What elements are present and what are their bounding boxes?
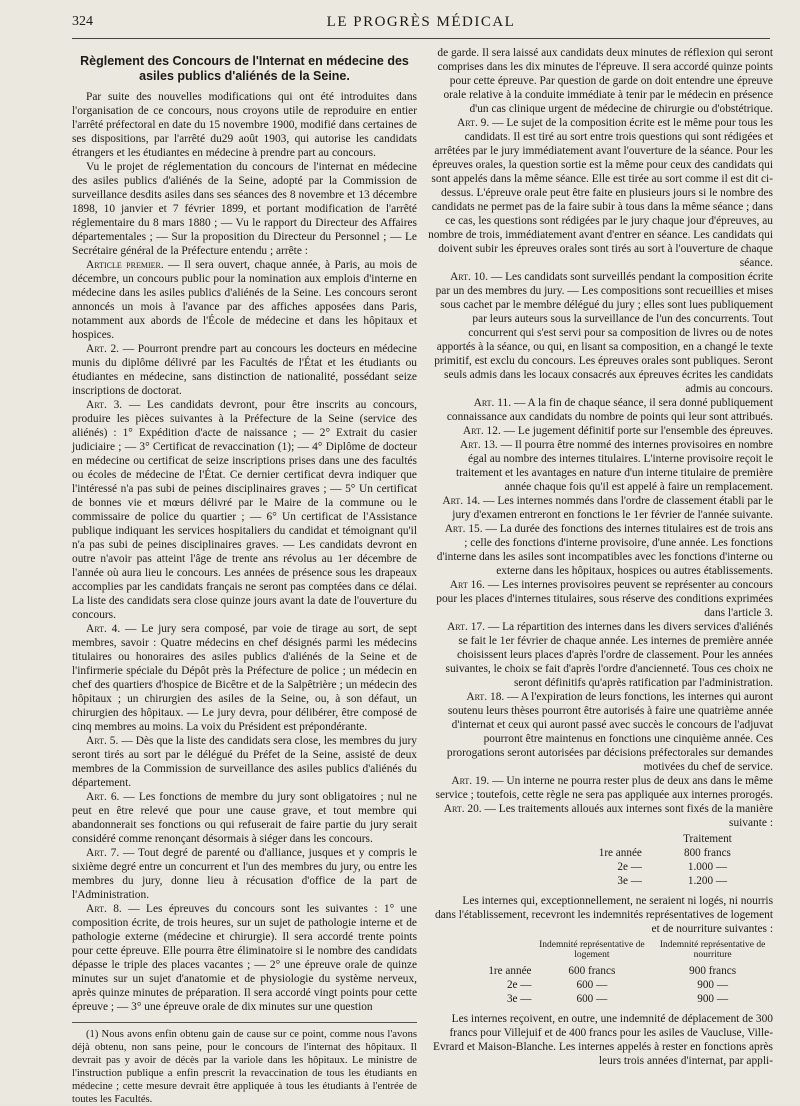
article-text: — Un interne ne pourra rester plus de deux ans dans le même service ; toutefois, cette règle ne sera pas appliquée aux internes prorogés. <box>435 775 773 801</box>
footnote <box>72 1028 417 1106</box>
page-number: 324 <box>72 14 93 29</box>
indemnity-year: 3e — <box>506 993 532 1005</box>
article-label: Art. 10. <box>450 271 488 283</box>
right-column <box>428 46 773 1068</box>
lodging-amount: 600 francs <box>568 965 616 977</box>
lodging-header: Indemnité représentative de logement <box>539 940 645 960</box>
food-amount: 900 francs <box>689 965 737 977</box>
article-text: — Les candidats sont surveillés pendant la composition écrite par un des membres du jury. — Les compositions sont recueillies et mises sous cachet par le membre délégué du jury ; elles sont lues publiquement par leurs auteurs sous la surveillance de l'un des concurrents. Tout concurrent qui s'est servi pour sa composition de livres ou de notes apportés à la séance, ou qui, en lisant sa composition, en a changé le texte primitif, est exclu du concours. Les épreuves orales sont publiques. Seront seuls admis dans les locaux consacrés aux épreuves écrites les candidats admis au concours. <box>434 271 773 395</box>
right-articles <box>428 116 773 830</box>
article-paragraph <box>72 846 417 902</box>
article-label: Art. 8. <box>86 903 122 915</box>
article-label: Art. 17. <box>447 621 485 633</box>
lodging-amount: 600 — <box>576 979 608 991</box>
article-paragraph <box>428 802 773 830</box>
article-paragraph <box>72 734 417 790</box>
article-label: Art. 12. <box>462 425 501 437</box>
salary-year: 3e — <box>617 875 642 887</box>
page-header <box>72 14 770 36</box>
article-label: Art. 20. <box>443 803 482 815</box>
article-text: — Les traitements alloués aux internes sont fixés de la manière suivante : <box>484 803 773 829</box>
salary-amount: 800 francs <box>683 847 731 859</box>
article-paragraph <box>428 774 773 802</box>
running-title: LE PROGRÈS MÉDICAL <box>326 14 516 30</box>
table-row <box>428 964 773 978</box>
salary-amount: 1.200 — <box>687 875 728 887</box>
article-label: Art. 4. <box>86 623 121 635</box>
article-label: Art. 19. <box>451 775 490 787</box>
after-table-text: Les internes qui, exceptionnellement, ne seraient ni logés, ni nourris dans l'établissement, recevront les indemnités représentatives de logement et de nourriture suivantes : <box>435 895 773 935</box>
left-articles <box>72 258 417 1014</box>
article-text: — Dès que la liste des candidats sera close, les membres du jury seront tirés au sort par le délégué du Préfet de la Seine, assisté de deux membres de la Commission de surveillance des asiles publics d'aliénés du département. <box>72 735 417 789</box>
indemnity-table <box>428 940 773 1006</box>
article-paragraph <box>72 398 417 622</box>
table-row <box>428 978 773 992</box>
footnote-text: (1) Nous avons enfin obtenu gain de cause sur ce point, comme nous l'avons déjà obtenu, non sans peine, pour le concours de l'internat des hôpitaux. Il devrait pas y avoir de décès par la variole dans les hôpitaux. Le ministre de l'instruction publique a enfin prescrit la revaccination de tous les étudiants en médecine ; cette mesure devrait être appliquée à tous les étudiants à l'entrée de toutes les Facultés. <box>72 1029 417 1105</box>
food-header: Indemnité représentative de nourriture <box>659 940 766 960</box>
article-paragraph <box>428 578 773 620</box>
article-text: — Pourront prendre part au concours les docteurs en médecine munis du diplôme délivré par les Facultés de l'État et les étudiants ou étudiantes en médecine, sans distinction de nationalité, possédant seize inscriptions de doctorat. <box>72 343 417 397</box>
article-text: — A l'expiration de leurs fonctions, les internes qui auront soutenu leurs thèses pourront être autorisés à faire une quatrième année d'internat et ceux qui auront passé avec succès le concours de l'adjuvat pourront être maintenus en fonctions une cinquième année. Ces prorogations seront autorisées par décisions préfectorales sur demandes motivées du chef de service. <box>446 691 773 773</box>
table-row <box>428 874 773 888</box>
article-label: Art. 11. <box>473 397 512 409</box>
article-paragraph <box>428 494 773 522</box>
closing-text: Les internes reçoivent, en outre, une indemnité de déplacement de 300 francs pour Villejuif et de 400 francs pour les asiles de Vaucluse, Ville-Evrard et Maison-Blanche. Les internes appelés à rester en fonctions après leurs trois années d'internat, par appli- <box>432 1013 773 1067</box>
article-label: Art. 2. <box>86 343 120 355</box>
article-paragraph <box>428 270 773 396</box>
continuation-text: de garde. Il sera laissé aux candidats deux minutes de réflexion qui seront comprises dans les dix minutes de l'épreuve. Il sera accordé quinze points pour cette épreuve. Par question de garde on doit entendre une épreuve orale relative à la conduite immédiate à tenir par le médecin en présence d'un cas clinique urgent de médecine de chirurgie ou d'obstétrique. <box>437 47 773 115</box>
article-label: Art. 3. <box>86 399 123 411</box>
article-paragraph <box>428 438 773 494</box>
table-row <box>428 860 773 874</box>
article-label: Art. 15. <box>444 523 483 535</box>
header-rule <box>72 38 770 39</box>
article-label: Art. 6. <box>86 791 120 803</box>
article-paragraph <box>72 790 417 846</box>
article-label: Art. 9. <box>457 117 490 129</box>
salary-amount: 1.000 — <box>687 861 728 873</box>
article-paragraph <box>72 622 417 734</box>
article-text: — Les internes nommés dans l'ordre de classement établi par le jury d'examen entreront en fonctions le 1er février de l'année suivante. <box>452 495 773 521</box>
article-text: — Le jugement définitif porte sur l'ensemble des épreuves. <box>503 425 773 437</box>
article-paragraph <box>428 620 773 690</box>
article-paragraph <box>72 902 417 1014</box>
food-amount: 900 — <box>697 979 728 991</box>
article-text: — Les épreuves du concours sont les suivantes : 1° une composition écrite, de trois heures, sur un sujet de pathologie interne et de pathologie externe (médecine et chirurgie). Il sera accordé trente points pour cette épreuve. Elle pourra être éliminatoire si le nombre des candidats dépasse le triple des places vacantes ; — 2° une épreuve orale de quinze minutes sur un sujet d'anatomie et de physiologie du système nerveux, après quinze minutes de préparation. Il sera accordé vingt points pour cette épreuve ; — 3° une épreuve orale de dix minutes sur une question <box>72 903 417 1013</box>
article-paragraph <box>72 258 417 342</box>
table-row <box>428 992 773 1006</box>
indemnity-year: 1re année <box>488 965 532 977</box>
table-row <box>428 846 773 860</box>
article-label: Art. 13. <box>459 439 498 451</box>
article-text: — Il pourra être nommé des internes provisoires en nombre égal au nombre des internes titulaires. L'interne provisoire reçoit le traitement et les avantages en nature d'un interne titulaire de première année chaque fois qu'il est appelé à faire un remplacement. <box>455 439 773 493</box>
article-label: Art. 7. <box>86 847 120 859</box>
article-text: — Les fonctions de membre du jury sont obligatoires ; nul ne peut en être relevé que pour une cause grave, et tout membre qui abandonnerait ses fonctions ou qui refuserait de faire partie du jury serait considéré comme renonçant désormais à siéger dans les concours. <box>72 791 417 845</box>
article-text: — Le jury sera composé, par voie de tirage au sort, de sept membres, savoir : Quatre médecins en chef désignés parmi les médecins titulaires ou honoraires des asiles publics d'aliénés de la Seine et de l'infirmerie spéciale du Dépôt près la Préfecture de police ; un médecin en chef des quartiers d'hospice de Bicêtre et de la Salpêtrière ; un médecin des hôpitaux ; un chirurgien des asiles de la Seine, ou, à son défaut, un chirurgien des hôpitaux. — Le jury devra, pour délibérer, être composé de cinq membres au moins. La voix du Président est prépondérante. <box>72 623 417 733</box>
article-paragraph <box>72 342 417 398</box>
article-text: — Les internes provisoires peuvent se représenter au concours pour les places d'internes titulaires, sous réserve des conditions exprimées dans l'article 3. <box>436 579 773 619</box>
article-paragraph <box>428 522 773 578</box>
article-text: — A la fin de chaque séance, il sera donné publiquement connaissance aux candidats du nombre de points qui leur sont attribués. <box>446 397 773 423</box>
article-label: Art. 5. <box>86 735 119 747</box>
intro-paragraph: Par suite des nouvelles modifications qui ont été introduites dans l'organisation de ce concours, nous croyons utile de reproduire en entier l'arrêté préfectoral en date du 15 novembre 1900, modifié dans certaines de ses dispositions, par l'arrêté du29 août 1903, qui autorise les candidats étrangers et les étudiantes en médecine à prendre part au concours. <box>72 91 417 159</box>
preamble-paragraph: Vu le projet de réglementation du concours de l'internat en médecine des asiles publics d'aliénés de la Seine, adopté par la Commission de surveillance desdits asiles dans ses séances des 8 novembre et 13 décembre 1898, 10 janvier et 7 février 1899, et portant modification de l'arrêté réglementaire du 8 mars 1880 ; — Vu le rapport du Directeur des Affaires départementales ; — Sur la proposition du Directeur du Personnel ; — Le Secrétaire général de la Préfecture entendu ; arrête : <box>72 161 417 257</box>
article-label: Art 16. <box>449 579 485 591</box>
salary-header: Traitement <box>683 833 732 845</box>
article-text: — Le sujet de la composition écrite est le même pour tous les candidats. Il est tiré au sort entre trois questions qui sont rédigées et arrêtées par le jury immédiatement avant l'ouverture de la séance. Pour les épreuves orales, la question sortie est la même pour ceux des candidats qui sont appelés dans la même séance. Elle est tirée au sort comme il est dit ci-dessus. L'épreuve orale peut être faite en plusieurs jours si le nombre des candidats ne permet pas de la faire subir à tous dans la même séance ; dans ce cas, les questions sont rédigées par le jury chaque jour d'épreuves, au nombre de trois, immédiatement avant d'entrer en séance. Les candidats qui doivent subir les épreuves orales sont tirés au sort à l'ouverture de chaque séance. <box>428 117 773 269</box>
lodging-amount: 600 — <box>576 993 608 1005</box>
salary-table <box>428 832 773 888</box>
article-text: — Tout degré de parenté ou d'alliance, jusques et y compris le sixième degré entre un concurrent et l'un des membres du jury, ou entre les membres du jury, donne lieu à récusation d'office de la part de l'Administration. <box>72 847 417 901</box>
article-paragraph <box>428 424 773 438</box>
article-label: Art. 14. <box>442 495 481 507</box>
footnote-separator <box>72 1022 417 1023</box>
article-label: Art. 18. <box>466 691 505 703</box>
salary-year: 1re année <box>598 847 642 859</box>
article-text: — La durée des fonctions des internes titulaires est de trois ans ; celle des fonctions d'interne provisoire, d'une année. Les fonctions d'interne dans les asiles sont incompatibles avec les fonctions d'interne ou externe dans les hôpitaux, hospices ou autres établissements. <box>436 523 773 577</box>
article-text: — Il sera ouvert, chaque année, à Paris, au mois de décembre, un concours public pour la nomination aux emplois d'interne en médecine dans les asiles publics d'aliénés de la Seine. Les concours seront annoncés un mois à l'avance par des affiches apposées dans Paris, notamment aux abords de l'École de médecine et dans les hôpitaux et hospices. <box>72 259 418 341</box>
article-paragraph <box>428 690 773 774</box>
article-title: Règlement des Concours de l'Internat en médecine des asiles publics d'aliénés de la Seine. <box>80 54 409 83</box>
article-text: — La répartition des internes dans les divers services d'aliénés se fait le 1er février de chaque année. Les internes de première année choisissent leurs places d'après l'ordre de classement. Pour les années suivantes, le choix se fait d'après l'ordre d'ancienneté. Tous ces choix ne seront définitifs qu'après ratification par l'administration. <box>445 621 773 689</box>
salary-year: 2e — <box>617 861 642 873</box>
article-text: — Les candidats devront, pour être inscrits au concours, produire les pièces suivantes à la Préfecture de la Seine (service des aliénés) : 1° Expédition d'acte de naissance ; — 2° Extrait du casier judiciaire ; — 3° Certificat de revaccination (1); — 4° Diplôme de docteur en médecine ou certificat de seize inscriptions prises dans une des facultés ou écoles de médecine de l'État. Ce dernier certificat devra indiquer que l'intéressé n'a pas subi de peines disciplinaires graves ; — 5° Un certificat de bonnes vie et mœurs délivré par le Maire de la commune ou le commissaire de police du quartier ; — 6° Un certificat de l'Assistance publique indiquant les services hospitaliers du candidat et témoignant qu'il n'a pas subi de peines disciplinaires graves. — Les candidats devront en outre n'avoir pas atteint l'âge de trente ans révolus au 1er décembre de l'année où aura lieu le concours. Les années de présence sous les drapeaux accomplies par les candidats français ne seront pas comptées dans ce délai. La liste des candidats sera close quinze jours avant la date de l'ouverture du concours. <box>72 399 417 621</box>
food-amount: 900 — <box>697 993 728 1005</box>
article-paragraph <box>428 116 773 270</box>
article-paragraph <box>428 396 773 424</box>
indemnity-year: 2e — <box>506 979 532 991</box>
article-label: Article premier. <box>86 259 164 271</box>
left-column <box>72 46 417 1106</box>
